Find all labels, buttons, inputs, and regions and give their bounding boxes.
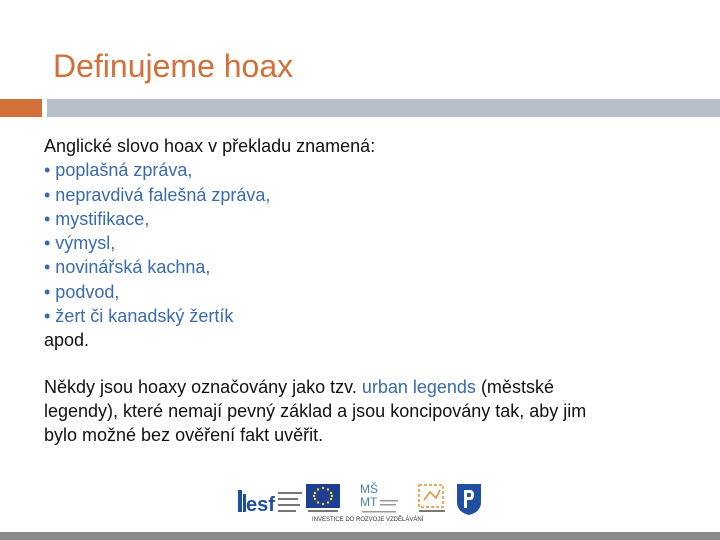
bullet-list xyxy=(44,158,684,328)
bullet-item: • mystifikace, xyxy=(44,208,150,229)
op-vk-logo xyxy=(416,482,448,516)
msmt-logo xyxy=(358,480,400,516)
intro-text: Anglické slovo hoax v překladu znamená: xyxy=(44,136,376,156)
svg-text:esf: esf xyxy=(246,494,275,516)
bullet-item: • žert či kanadský žertík xyxy=(44,306,234,327)
slide-title: Definujeme hoax xyxy=(53,48,294,84)
outro-text: apod. xyxy=(44,330,90,351)
bullet-item: • poplašná zpráva, xyxy=(44,160,193,181)
footer-caption: INVESTICE DO ROZVOJE VZDĚLÁVÁNÍ xyxy=(312,517,424,523)
bullet-item: • novinářská kachna, xyxy=(44,257,211,278)
title-rule xyxy=(47,99,720,117)
paragraph xyxy=(44,375,684,448)
eu-flag-logo xyxy=(306,484,340,514)
slide-content xyxy=(44,134,684,448)
esf-logo xyxy=(238,484,302,518)
svg-text:MŠ: MŠ xyxy=(360,482,378,496)
urban-legends-term: urban legends xyxy=(361,376,476,397)
paragraph-line-1 xyxy=(44,375,684,399)
paragraph-line-2: legendy), které nemají pevný základ a jsou koncipovány tak, aby jim xyxy=(44,400,587,421)
bottom-bar xyxy=(0,532,720,540)
university-logo xyxy=(454,482,484,516)
paragraph-text: (městské xyxy=(475,376,554,397)
paragraph-text: Někdy jsou hoaxy označovány jako tzv. xyxy=(44,376,362,397)
bullet-item: • výmysl, xyxy=(44,233,116,254)
bullet-item: • nepravdivá falešná zpráva, xyxy=(44,184,271,205)
paragraph-line-3: bylo možné bez ověření fakt uvěřit. xyxy=(44,425,324,446)
bullet-item: • podvod, xyxy=(44,281,120,302)
title-rule-accent xyxy=(0,99,42,117)
svg-text:MT: MT xyxy=(360,495,378,509)
